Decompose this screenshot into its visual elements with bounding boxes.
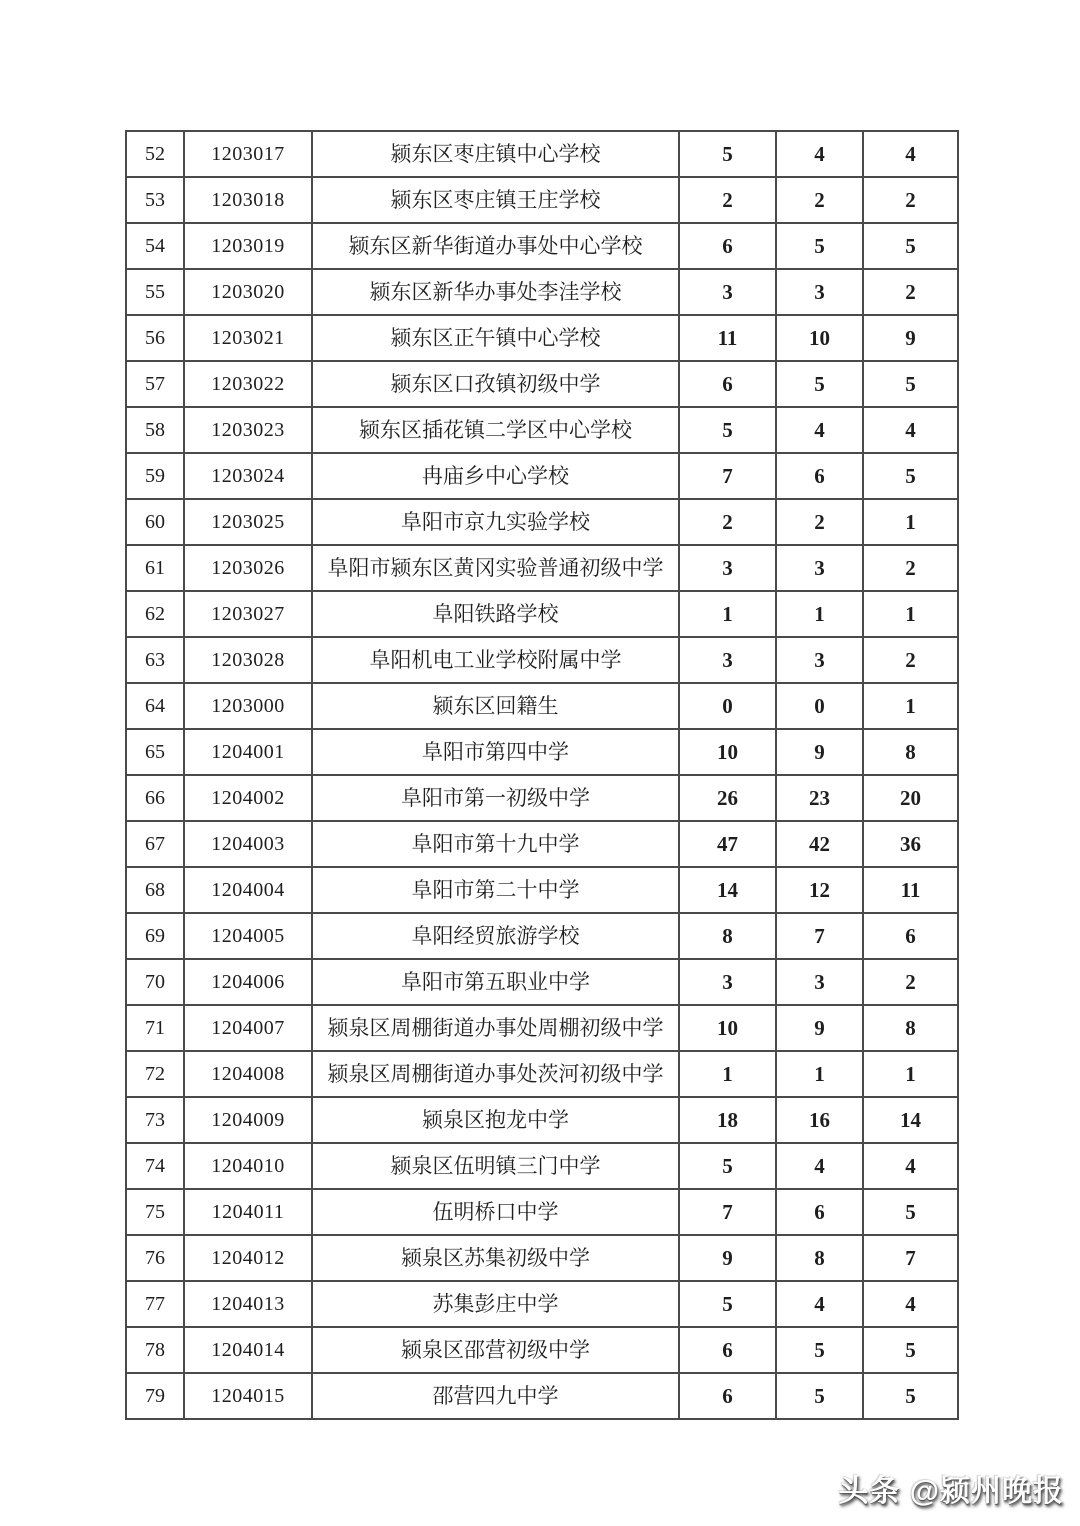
cell-name: 冉庙乡中心学校 — [312, 453, 679, 499]
cell-seq: 77 — [126, 1281, 184, 1327]
cell-num: 7 — [863, 1235, 958, 1281]
cell-num: 14 — [679, 867, 776, 913]
cell-num: 2 — [863, 959, 958, 1005]
table-row — [126, 269, 958, 315]
cell-name: 颍泉区邵营初级中学 — [312, 1327, 679, 1373]
cell-num: 2 — [679, 177, 776, 223]
cell-num: 0 — [776, 683, 863, 729]
table-row — [126, 1281, 958, 1327]
cell-num: 1 — [679, 591, 776, 637]
cell-name: 阜阳市第二十中学 — [312, 867, 679, 913]
cell-num: 3 — [679, 545, 776, 591]
cell-seq: 64 — [126, 683, 184, 729]
cell-seq: 58 — [126, 407, 184, 453]
table-row — [126, 591, 958, 637]
cell-seq: 73 — [126, 1097, 184, 1143]
cell-num: 26 — [679, 775, 776, 821]
cell-num: 20 — [863, 775, 958, 821]
cell-num: 6 — [679, 1327, 776, 1373]
cell-name: 阜阳市第一初级中学 — [312, 775, 679, 821]
cell-num: 2 — [863, 637, 958, 683]
cell-code: 1203021 — [184, 315, 312, 361]
cell-seq: 63 — [126, 637, 184, 683]
cell-num: 2 — [863, 269, 958, 315]
cell-num: 3 — [776, 959, 863, 1005]
cell-num: 5 — [863, 453, 958, 499]
cell-code: 1203027 — [184, 591, 312, 637]
cell-num: 18 — [679, 1097, 776, 1143]
cell-num: 12 — [776, 867, 863, 913]
cell-code: 1203022 — [184, 361, 312, 407]
cell-code: 1203018 — [184, 177, 312, 223]
cell-code: 1204009 — [184, 1097, 312, 1143]
cell-seq: 61 — [126, 545, 184, 591]
cell-num: 1 — [776, 1051, 863, 1097]
cell-seq: 74 — [126, 1143, 184, 1189]
table-row — [126, 499, 958, 545]
cell-num: 5 — [679, 1281, 776, 1327]
table-row — [126, 453, 958, 499]
cell-num: 5 — [863, 1373, 958, 1419]
cell-num: 3 — [679, 637, 776, 683]
cell-code: 1204014 — [184, 1327, 312, 1373]
cell-name: 颍东区枣庄镇中心学校 — [312, 131, 679, 177]
table-row — [126, 407, 958, 453]
cell-num: 0 — [679, 683, 776, 729]
cell-seq: 79 — [126, 1373, 184, 1419]
cell-code: 1204005 — [184, 913, 312, 959]
cell-seq: 65 — [126, 729, 184, 775]
cell-name: 颍东区新华街道办事处中心学校 — [312, 223, 679, 269]
cell-num: 1 — [863, 499, 958, 545]
cell-num: 5 — [776, 1327, 863, 1373]
cell-seq: 55 — [126, 269, 184, 315]
cell-code: 1204002 — [184, 775, 312, 821]
cell-num: 4 — [863, 1143, 958, 1189]
cell-name: 苏集彭庄中学 — [312, 1281, 679, 1327]
cell-num: 2 — [776, 499, 863, 545]
cell-num: 16 — [776, 1097, 863, 1143]
table-row — [126, 729, 958, 775]
table-row — [126, 867, 958, 913]
table-row — [126, 1005, 958, 1051]
cell-seq: 52 — [126, 131, 184, 177]
cell-seq: 59 — [126, 453, 184, 499]
cell-num: 1 — [863, 1051, 958, 1097]
cell-name: 颍东区新华办事处李洼学校 — [312, 269, 679, 315]
cell-name: 阜阳市颍东区黄冈实验普通初级中学 — [312, 545, 679, 591]
cell-num: 23 — [776, 775, 863, 821]
news-watermark: 头条 @颍州晚报 — [838, 1475, 1064, 1508]
cell-num: 6 — [679, 1373, 776, 1419]
cell-seq: 72 — [126, 1051, 184, 1097]
table-row — [126, 959, 958, 1005]
cell-num: 8 — [679, 913, 776, 959]
table-row — [126, 637, 958, 683]
cell-code: 1204011 — [184, 1189, 312, 1235]
cell-seq: 67 — [126, 821, 184, 867]
table-row — [126, 1235, 958, 1281]
cell-num: 2 — [679, 499, 776, 545]
cell-num: 1 — [863, 591, 958, 637]
cell-code: 1204003 — [184, 821, 312, 867]
cell-name: 颍东区口孜镇初级中学 — [312, 361, 679, 407]
cell-seq: 57 — [126, 361, 184, 407]
cell-code: 1203000 — [184, 683, 312, 729]
cell-num: 4 — [863, 1281, 958, 1327]
table-row — [126, 913, 958, 959]
cell-seq: 53 — [126, 177, 184, 223]
cell-num: 5 — [776, 1373, 863, 1419]
cell-num: 5 — [776, 361, 863, 407]
cell-num: 7 — [679, 1189, 776, 1235]
cell-name: 阜阳机电工业学校附属中学 — [312, 637, 679, 683]
table-row — [126, 1373, 958, 1419]
cell-seq: 70 — [126, 959, 184, 1005]
cell-num: 5 — [863, 361, 958, 407]
cell-code: 1203023 — [184, 407, 312, 453]
cell-name: 阜阳市第十九中学 — [312, 821, 679, 867]
cell-num: 1 — [776, 591, 863, 637]
table-row — [126, 1097, 958, 1143]
cell-num: 6 — [679, 361, 776, 407]
table-row — [126, 315, 958, 361]
cell-num: 8 — [863, 1005, 958, 1051]
cell-code: 1203017 — [184, 131, 312, 177]
cell-name: 阜阳市京九实验学校 — [312, 499, 679, 545]
cell-seq: 69 — [126, 913, 184, 959]
table-row — [126, 1189, 958, 1235]
cell-num: 3 — [679, 959, 776, 1005]
cell-num: 5 — [863, 1327, 958, 1373]
table-row — [126, 361, 958, 407]
cell-code: 1204006 — [184, 959, 312, 1005]
cell-num: 36 — [863, 821, 958, 867]
table-row — [126, 1051, 958, 1097]
cell-num: 3 — [776, 545, 863, 591]
cell-num: 4 — [863, 131, 958, 177]
cell-num: 6 — [776, 1189, 863, 1235]
cell-code: 1203024 — [184, 453, 312, 499]
cell-num: 11 — [679, 315, 776, 361]
table-row — [126, 821, 958, 867]
cell-num: 6 — [679, 223, 776, 269]
cell-num: 9 — [679, 1235, 776, 1281]
cell-code: 1204012 — [184, 1235, 312, 1281]
cell-num: 7 — [776, 913, 863, 959]
cell-name: 阜阳市第五职业中学 — [312, 959, 679, 1005]
table-row — [126, 177, 958, 223]
cell-num: 3 — [776, 269, 863, 315]
cell-name: 颍东区插花镇二学区中心学校 — [312, 407, 679, 453]
table-row — [126, 131, 958, 177]
school-table-body — [126, 131, 958, 1419]
cell-name: 阜阳铁路学校 — [312, 591, 679, 637]
cell-num: 5 — [679, 407, 776, 453]
cell-num: 4 — [776, 131, 863, 177]
cell-name: 颍东区正午镇中心学校 — [312, 315, 679, 361]
cell-code: 1203025 — [184, 499, 312, 545]
cell-code: 1204010 — [184, 1143, 312, 1189]
cell-num: 2 — [776, 177, 863, 223]
cell-num: 3 — [776, 637, 863, 683]
cell-name: 颍东区枣庄镇王庄学校 — [312, 177, 679, 223]
cell-seq: 76 — [126, 1235, 184, 1281]
cell-num: 5 — [863, 1189, 958, 1235]
school-table — [125, 130, 959, 1420]
cell-code: 1204008 — [184, 1051, 312, 1097]
cell-name: 颍泉区苏集初级中学 — [312, 1235, 679, 1281]
cell-num: 5 — [679, 131, 776, 177]
cell-num: 9 — [776, 729, 863, 775]
cell-code: 1204004 — [184, 867, 312, 913]
cell-num: 9 — [863, 315, 958, 361]
cell-seq: 54 — [126, 223, 184, 269]
cell-name: 颍泉区周棚街道办事处茨河初级中学 — [312, 1051, 679, 1097]
cell-num: 6 — [776, 453, 863, 499]
cell-code: 1203026 — [184, 545, 312, 591]
cell-num: 10 — [776, 315, 863, 361]
cell-name: 颍泉区伍明镇三门中学 — [312, 1143, 679, 1189]
cell-num: 4 — [776, 1143, 863, 1189]
cell-name: 阜阳经贸旅游学校 — [312, 913, 679, 959]
cell-num: 2 — [863, 545, 958, 591]
cell-code: 1204007 — [184, 1005, 312, 1051]
cell-num: 47 — [679, 821, 776, 867]
table-row — [126, 223, 958, 269]
table-row — [126, 545, 958, 591]
table-row — [126, 775, 958, 821]
cell-name: 阜阳市第四中学 — [312, 729, 679, 775]
table-row — [126, 1327, 958, 1373]
cell-num: 6 — [863, 913, 958, 959]
cell-num: 10 — [679, 729, 776, 775]
cell-code: 1204015 — [184, 1373, 312, 1419]
cell-num: 5 — [863, 223, 958, 269]
cell-num: 1 — [863, 683, 958, 729]
cell-num: 9 — [776, 1005, 863, 1051]
cell-name: 伍明桥口中学 — [312, 1189, 679, 1235]
cell-seq: 71 — [126, 1005, 184, 1051]
cell-name: 颍泉区抱龙中学 — [312, 1097, 679, 1143]
cell-num: 5 — [679, 1143, 776, 1189]
cell-num: 4 — [863, 407, 958, 453]
cell-num: 14 — [863, 1097, 958, 1143]
cell-name: 邵营四九中学 — [312, 1373, 679, 1419]
cell-num: 4 — [776, 1281, 863, 1327]
cell-name: 颍东区回籍生 — [312, 683, 679, 729]
cell-code: 1203020 — [184, 269, 312, 315]
cell-num: 4 — [776, 407, 863, 453]
cell-seq: 66 — [126, 775, 184, 821]
table-row — [126, 1143, 958, 1189]
cell-seq: 60 — [126, 499, 184, 545]
cell-num: 8 — [863, 729, 958, 775]
cell-num: 8 — [776, 1235, 863, 1281]
cell-num: 7 — [679, 453, 776, 499]
cell-seq: 75 — [126, 1189, 184, 1235]
cell-num: 10 — [679, 1005, 776, 1051]
cell-num: 42 — [776, 821, 863, 867]
cell-num: 3 — [679, 269, 776, 315]
cell-seq: 78 — [126, 1327, 184, 1373]
cell-seq: 62 — [126, 591, 184, 637]
cell-num: 11 — [863, 867, 958, 913]
cell-code: 1203019 — [184, 223, 312, 269]
cell-num: 1 — [679, 1051, 776, 1097]
cell-seq: 68 — [126, 867, 184, 913]
cell-num: 2 — [863, 177, 958, 223]
cell-seq: 56 — [126, 315, 184, 361]
cell-code: 1204001 — [184, 729, 312, 775]
cell-code: 1204013 — [184, 1281, 312, 1327]
cell-code: 1203028 — [184, 637, 312, 683]
cell-name: 颍泉区周棚街道办事处周棚初级中学 — [312, 1005, 679, 1051]
table-row — [126, 683, 958, 729]
cell-num: 5 — [776, 223, 863, 269]
